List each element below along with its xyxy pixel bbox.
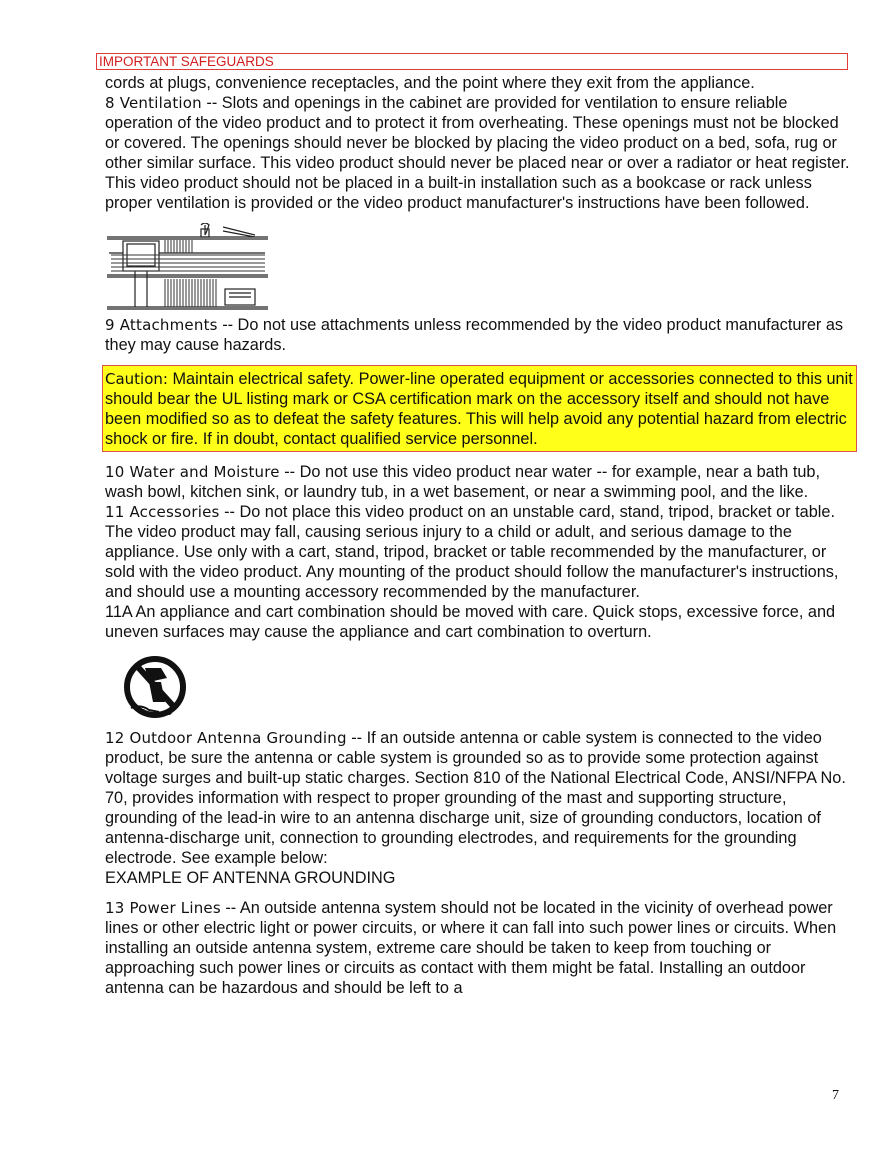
grounding-example-caption: EXAMPLE OF ANTENNA GROUNDING [105, 869, 396, 887]
attachments-text: -- Do not use attachments unless recommended by the video product manufacturer as they may cause hazards. [105, 316, 844, 354]
accessories-paragraph [105, 502, 850, 602]
grounding-heading: 12 Outdoor Antenna Grounding [105, 729, 347, 747]
ventilation-text: -- Slots and openings in the cabinet are provided for ventilation to ensure reliable operation of the video product and to protect it from overheating. These openings must not be blocked or covered. The openings should never be blocked by placing the video product on a bed, sofa, rug or other similar surface. This video product should never be placed near or over a radiator or heat register. This video product should not be placed in a built-in installation such as a bookcase or rack unless proper ventilation is provided or the video product manufacturer's instructions have been followed. [105, 94, 850, 212]
grounding-paragraph [105, 728, 850, 868]
page-number: 7 [832, 1088, 839, 1103]
water-heading: 10 Water and Moisture [105, 463, 280, 481]
caution-label: Caution: [105, 370, 168, 388]
grounding-text: -- If an outside antenna or cable system is connected to the video product, be sure the antenna or cable system is grounded so as to provide some protection against voltage surges and built-up static charges. Section 810 of the National Electrical Code, ANSI/NFPA No. 70, provides information with respect to proper grounding of the mast and supporting structure, grounding of the lead-in wire to an antenna discharge unit, size of grounding conductors, location of antenna-discharge unit, connection to grounding electrodes, and requirements for the grounding electrode. See example below: [105, 729, 846, 867]
bookshelf-ventilation-icon [105, 223, 270, 311]
water-paragraph [105, 462, 850, 502]
power-lines-paragraph [105, 898, 850, 998]
caution-text: Maintain electrical safety. Power-line operated equipment or accessories connected to this unit should bear the UL listing mark or CSA certification mark on the accessory itself and should not have been modified so as to defeat the safety features. This will help avoid any potential hazard from electric shock or fire. If in doubt, contact qualified service personnel. [105, 370, 853, 448]
section-header [96, 53, 848, 70]
power-lines-text: -- An outside antenna system should not be located in the vicinity of overhead power lines or other electric light or power circuits, or where it can fall into such power lines or circuits. When installing an outside antenna system, extreme care should be taken to keep from touching or approaching such power lines or circuits as contact with them might be fatal. Installing an outdoor antenna can be hazardous and should be left to a [105, 899, 837, 997]
attachments-heading: 9 Attachments [105, 316, 218, 334]
section-header-label: IMPORTANT SAFEGUARDS [99, 54, 274, 69]
ventilation-heading: 8 Ventilation [105, 94, 202, 112]
intro-paragraph: cords at plugs, convenience receptacles, and the point where they exit from the appliance. [105, 74, 755, 92]
attachments-paragraph [105, 315, 850, 355]
accessories-heading: 11 Accessories [105, 503, 220, 521]
accessories-text: -- Do not place this video product on an unstable card, stand, tripod, bracket or table. The video product may fall, causing serious injury to a child or adult, and serious damage to the appliance. Use only with a cart, stand, tripod, bracket or table recommended by the manufacturer, or sold with the video product. Any mounting of the product should follow the manufacturer's instructions, and should use a mounting accessory recommended by the manufacturer. [105, 503, 839, 601]
caution-box [102, 365, 857, 452]
water-text: -- Do not use this video product near water -- for example, near a bath tub, wash bowl, kitchen sink, or laundry tub, in a wet basement, or near a swimming pool, and the like. [105, 463, 820, 501]
ventilation-paragraph [105, 93, 850, 213]
cart-paragraph: 11A An appliance and cart combination should be moved with care. Quick stops, excessive force, and uneven surfaces may cause the appliance and cart combination to overturn. [105, 603, 836, 641]
page-content [105, 73, 853, 998]
power-lines-heading: 13 Power Lines [105, 899, 221, 917]
cart-tipover-warning-icon [123, 654, 187, 720]
